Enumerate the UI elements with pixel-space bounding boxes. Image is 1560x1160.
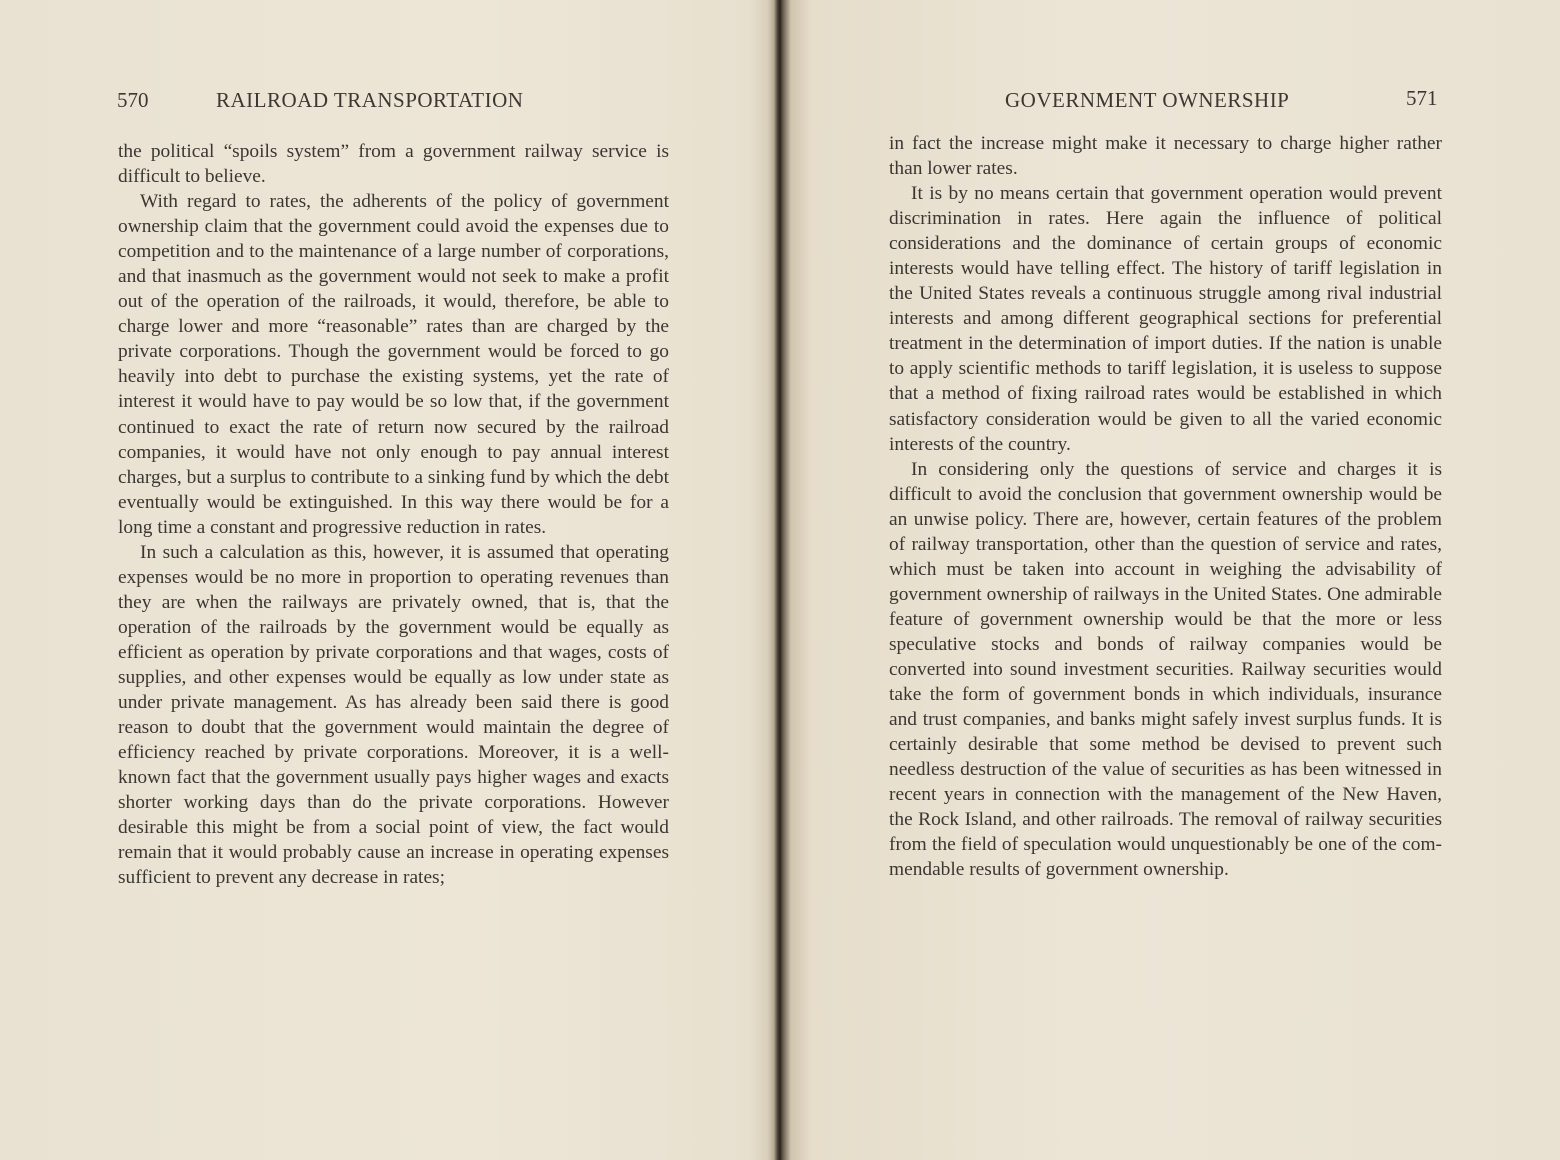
paragraph: It is by no means certain that government operation would prevent discrimination in rates. Here again the influence of political considerations and the dominance of certain groups of economic interests would have telling effect. The history of tariff legislation in the United States reveals a continuous struggle among rival industrial interests and among different geographical sections for preferential treatment in the determination of import duties. If the nation is unable to apply scientific methods to tariff legislation, it is useless to suppose that a method of fixing railroad rates would be established in which satisfactory consideration would be given to all the varied economic interests of the country.	[889, 183, 1442, 455]
page-body	[118, 139, 669, 890]
paragraph: the political “spoils system” from a government railway service is difficult to believe.	[118, 141, 669, 188]
left-page	[0, 0, 770, 1160]
page-number: 570	[117, 88, 149, 112]
running-head: RAILROAD TRANSPORTATION	[216, 88, 524, 112]
paragraph: In considering only the questions of service and charges it is difficult to avoid the conclusion that government ownership would be an unwise policy. There are, however, certain features of the problem of railway transportation, other than the question of service and rates, which must be taken into account in weighing the advisability of government ownership of railways in the United States. One admirable feature of government ownership would be that the more or less speculative stocks and bonds of railway companies would be converted into sound investment securities. Railway securities would take the form of government bonds in which individuals, insurance and trust companies, and banks might safely invest surplus funds. It is certainly desirable that some method be devised to prevent such needless destruction of the value of securities as has been witnessed in recent years in connection with the management of the New Haven, the Rock Island, and other railroads. The removal of railway securities from the field of speculation would unquestionably be one of the commendable results of government ownership.	[889, 458, 1442, 881]
right-page	[790, 0, 1560, 1160]
paragraph: With regard to rates, the adherents of the policy of government ownership claim that the government could avoid the expenses due to competition and to the maintenance of a large number of corporations, and that inasmuch as the government would not seek to make a profit out of the operation of the railroads, it would, therefore, be able to charge lower and more “reasonable” rates than are charged by the private corporations. Though the government would be forced to go heavily into debt to purchase the existing systems, yet the rate of interest it would have to pay would be so low that, if the government continued to exact the rate of return now secured by the railroad companies, it would have not only enough to pay annual interest charges, but a surplus to contribute to a sinking fund by which the debt eventually would be extinguished. In this way there would be for a long time a constant and progressive reduction in rates.	[118, 191, 669, 538]
running-head: GOVERNMENT OWNERSHIP	[1005, 88, 1290, 112]
page-body	[889, 131, 1442, 882]
page-number: 571	[1406, 86, 1438, 110]
paragraph: in fact the increase might make it necessary to charge higher rather than lower rates.	[889, 133, 1442, 180]
paragraph: In such a calculation as this, however, it is assumed that operating expenses would be no more in proportion to operating revenues than they are when the railways are privately owned, that is, that the operation of the railroads by the government would be equally as efficient as operation by private corporations and that wages, costs of supplies, and other expenses would be equally as low under state as under private management. As has already been said there is good reason to doubt that the government would maintain the degree of efficiency reached by private corporations. Moreover, it is a well-known fact that the government usually pays higher wages and exacts shorter working days than do the private corporations. However desirable this might be from a social point of view, the fact would remain that it would probably cause an increase in operating expenses sufficient to prevent any decrease in rates;	[118, 541, 669, 889]
